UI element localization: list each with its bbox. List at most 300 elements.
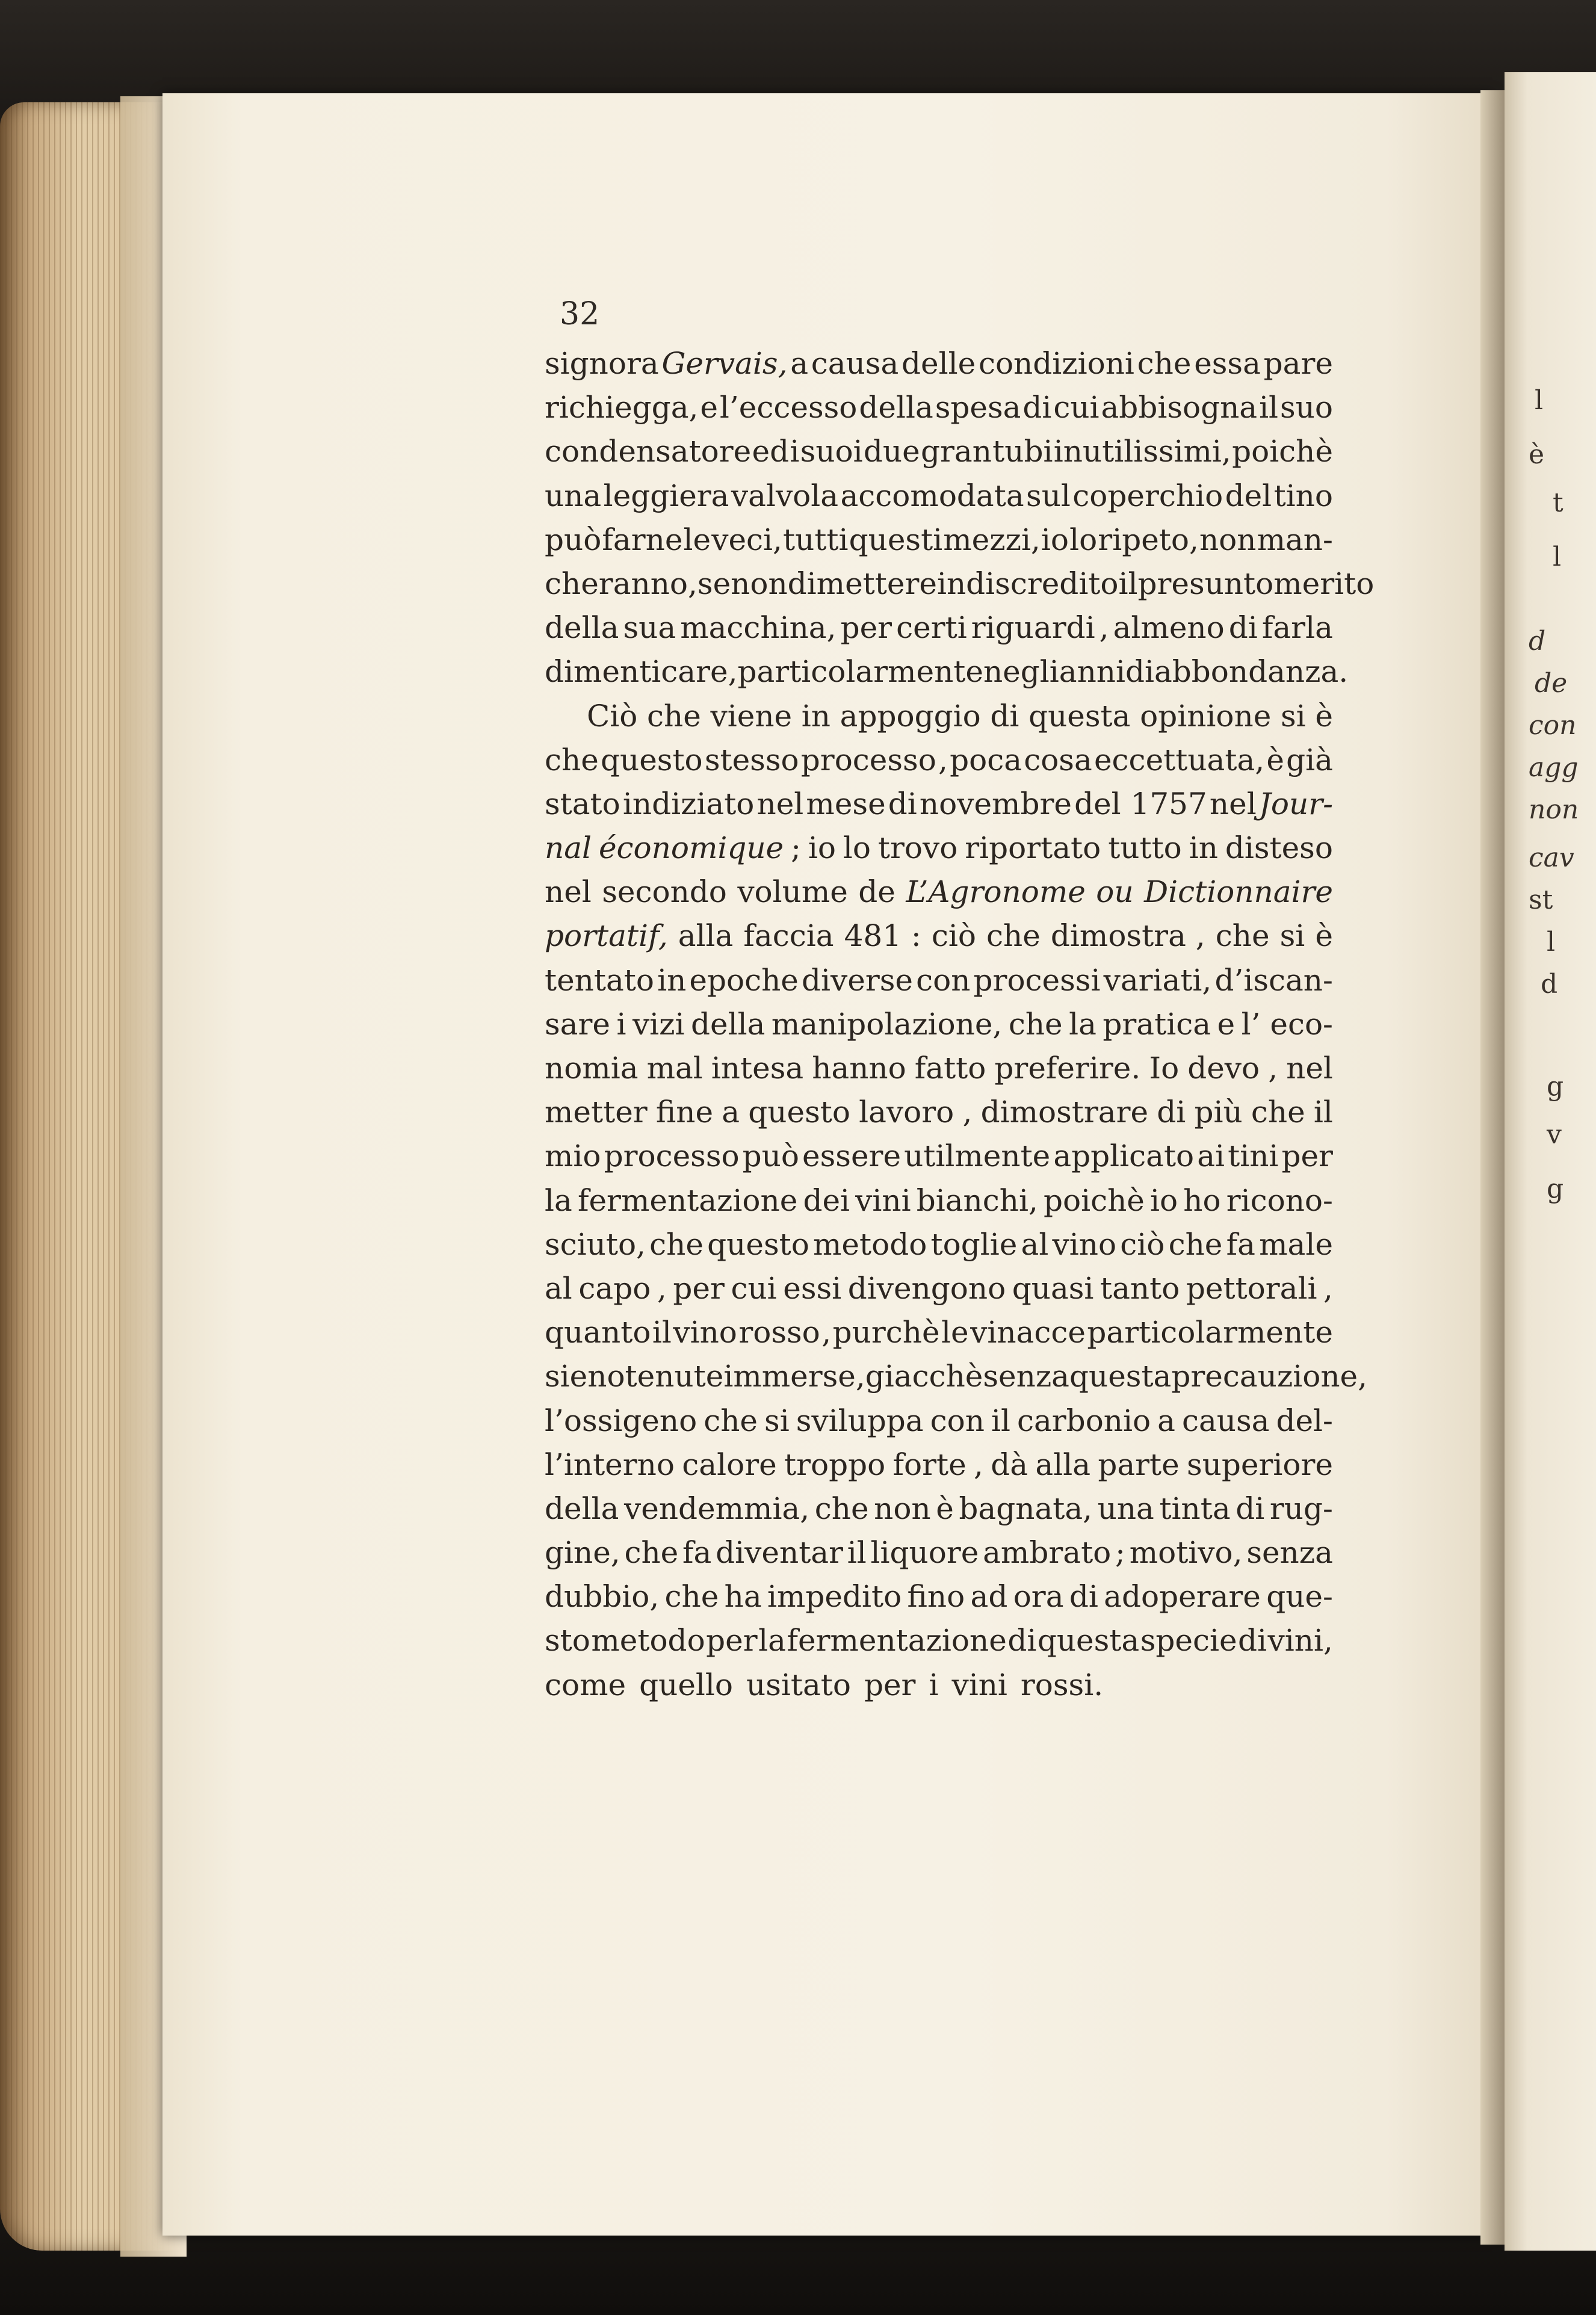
word: macchina, — [680, 610, 837, 646]
text-line — [545, 1443, 1333, 1487]
word: di — [1125, 654, 1154, 690]
word: mio — [545, 1139, 601, 1174]
word: fa — [682, 1535, 712, 1571]
word: di — [888, 786, 917, 821]
facing-page-fragment: non — [1529, 794, 1579, 825]
word: nel — [545, 874, 592, 910]
word: d’iscan- — [1214, 962, 1333, 998]
word: causa — [1181, 1403, 1270, 1438]
text-line — [545, 430, 1333, 474]
word: mettere — [816, 566, 937, 601]
word: spesa — [935, 390, 1021, 425]
word: bagnata, — [959, 1491, 1093, 1526]
word: motivo, — [1129, 1535, 1243, 1571]
facing-page-fragment: cav — [1529, 842, 1574, 873]
word: che — [704, 1403, 758, 1438]
word: farne — [602, 522, 683, 557]
facing-page-fragment: v — [1547, 1119, 1562, 1150]
word: è — [1315, 698, 1333, 734]
word: tenute — [625, 1359, 724, 1394]
word: abbisogna — [1101, 390, 1258, 425]
facing-page-fragment: l — [1547, 927, 1556, 957]
word: una — [1097, 1491, 1154, 1526]
word: tutto — [1108, 830, 1182, 866]
word: suo — [1280, 390, 1333, 425]
word: devo — [1187, 1051, 1260, 1086]
word: processo — [604, 1139, 740, 1174]
word: che — [1137, 346, 1192, 381]
word: processo — [800, 742, 936, 777]
word: calore — [682, 1447, 777, 1482]
word: ; — [1115, 1535, 1125, 1571]
word: delle — [902, 346, 976, 381]
word: parte — [1098, 1447, 1180, 1482]
word: que- — [1266, 1579, 1333, 1615]
word: suoi — [800, 434, 863, 469]
word: vizi — [632, 1006, 685, 1042]
word: stato — [545, 786, 620, 821]
word: in — [1189, 830, 1218, 866]
text-line — [545, 959, 1333, 1003]
word: è — [936, 1491, 954, 1526]
word: la — [545, 1182, 572, 1218]
word: , — [974, 1447, 983, 1482]
text-line — [545, 1487, 1333, 1531]
word: cui — [1053, 390, 1100, 425]
word: riguardi — [971, 610, 1095, 646]
word: usitato — [746, 1667, 851, 1702]
word: cheranno, — [545, 566, 697, 601]
word: la — [758, 1623, 786, 1658]
word: lo — [843, 830, 871, 866]
word: condensatore — [545, 434, 752, 469]
word: dei — [803, 1182, 850, 1218]
word: lavoro — [859, 1095, 954, 1130]
word: quasi — [1012, 1270, 1094, 1306]
word: questa — [1069, 1359, 1172, 1394]
facing-page-fragment: g — [1547, 1173, 1564, 1204]
word: condizioni — [978, 346, 1134, 381]
word: ricono- — [1226, 1182, 1333, 1218]
word: con — [930, 1403, 985, 1438]
word: dimostra , — [1050, 918, 1205, 954]
word: questo — [748, 1095, 850, 1130]
word: di — [1236, 1491, 1265, 1526]
word: il — [847, 1535, 867, 1571]
word: sua — [623, 610, 676, 646]
text-line — [545, 1090, 1333, 1134]
word: vendemmia, — [623, 1491, 810, 1526]
word: già — [1286, 742, 1333, 777]
word: Dictionnaire — [1144, 874, 1333, 910]
word: leggiera — [603, 478, 729, 513]
word: che — [624, 1535, 679, 1571]
word: si — [764, 1403, 790, 1438]
word: ripeto, — [1098, 522, 1199, 557]
word: causa — [811, 346, 899, 381]
word: troppo — [784, 1447, 886, 1482]
word: a — [790, 346, 809, 381]
word: ambrato — [983, 1535, 1112, 1571]
word: per — [1281, 1139, 1333, 1174]
word: , — [821, 1315, 832, 1350]
word: lo — [1069, 522, 1098, 557]
word: carbonio — [1016, 1403, 1151, 1438]
word: processi — [973, 962, 1101, 998]
word: poichè — [1232, 434, 1333, 469]
word: l’interno — [545, 1447, 675, 1482]
word: in — [936, 566, 967, 601]
text-line — [545, 606, 1333, 650]
word: particolarmente — [737, 654, 983, 690]
word: dimenticare, — [545, 654, 738, 690]
word: indiziato — [622, 786, 755, 821]
word: per — [864, 1667, 916, 1702]
word: tutti — [783, 522, 849, 557]
word: io — [1041, 522, 1069, 557]
word: una — [545, 478, 602, 513]
word: rosso — [738, 1315, 820, 1350]
word: la — [1069, 1006, 1096, 1042]
word: accomodata — [840, 478, 1024, 513]
text-line — [545, 1223, 1333, 1267]
word: che — [1008, 1006, 1063, 1042]
word: fine — [655, 1095, 714, 1130]
word: manipolazione, — [771, 1006, 1003, 1042]
word: , — [938, 742, 948, 777]
facing-page-fragment: d — [1541, 969, 1558, 1000]
word: può — [545, 522, 602, 557]
word: questa — [1037, 1623, 1140, 1658]
word: richiegga, — [545, 390, 699, 425]
word: liquore — [870, 1535, 979, 1571]
word: mese — [806, 786, 886, 821]
word: metodo — [591, 1623, 705, 1658]
word: in — [801, 698, 830, 734]
facing-page-fragment: d — [1529, 626, 1546, 657]
word: disteso — [1225, 830, 1333, 866]
word: della — [545, 1491, 619, 1526]
word: è — [1315, 918, 1333, 954]
word: tinta — [1159, 1491, 1231, 1526]
word: ed — [752, 434, 790, 469]
word: viene — [710, 698, 793, 734]
word: di — [1007, 1623, 1037, 1658]
word: di — [1238, 1623, 1267, 1658]
word: quello — [639, 1667, 733, 1702]
word: volume — [737, 874, 848, 910]
word: capo — [578, 1270, 651, 1306]
word: di — [1022, 390, 1052, 425]
word: alla — [678, 918, 734, 954]
text-line — [545, 738, 1333, 782]
word: senza — [1246, 1535, 1333, 1571]
word: le — [941, 1315, 969, 1350]
word: , — [962, 1095, 973, 1130]
facing-page-fragment: è — [1529, 439, 1545, 470]
word: coperchio — [1072, 478, 1223, 513]
word: presunto — [1137, 566, 1274, 601]
word: farla — [1261, 610, 1333, 646]
word: può — [742, 1139, 799, 1174]
word: sul — [1026, 478, 1071, 513]
word: ai — [1197, 1139, 1225, 1174]
word: fermentazione — [577, 1182, 798, 1218]
word: vini — [855, 1182, 911, 1218]
word: vino — [673, 1315, 737, 1350]
word: divengono — [847, 1270, 1006, 1306]
word: metter — [545, 1095, 648, 1130]
word: cosa — [1024, 742, 1092, 777]
word: tubi — [992, 434, 1053, 469]
text-line — [545, 650, 1349, 694]
word: variati, — [1103, 962, 1212, 998]
word: essi — [783, 1270, 842, 1306]
word: anni — [1059, 654, 1125, 690]
word: le — [683, 522, 711, 557]
text-line — [545, 1575, 1333, 1619]
word: fa — [1226, 1226, 1255, 1262]
word: tini — [1228, 1139, 1279, 1174]
word: essere — [802, 1139, 902, 1174]
word: impedito — [767, 1579, 902, 1615]
word: tentato — [545, 962, 654, 998]
word: hanno — [812, 1051, 906, 1086]
word: eccettuata, — [1093, 742, 1265, 777]
word: adoperare — [1104, 1579, 1261, 1615]
word: negli — [983, 654, 1059, 690]
word: è — [1266, 742, 1284, 777]
word: i — [616, 1006, 626, 1042]
text-line — [545, 474, 1333, 518]
word: immerse, — [723, 1359, 865, 1394]
word: merito — [1273, 566, 1375, 601]
word: nel — [1209, 786, 1257, 821]
word: della — [859, 390, 933, 425]
facing-page-fragment: agg — [1529, 752, 1579, 783]
word: valvola — [731, 478, 839, 513]
word: sviluppa — [796, 1403, 924, 1438]
word: vini, — [1267, 1623, 1333, 1658]
word: questi — [849, 522, 943, 557]
word: secondo — [602, 874, 727, 910]
word: io — [1150, 1182, 1178, 1218]
word: il — [991, 1403, 1010, 1438]
word: alla — [1035, 1447, 1091, 1482]
word: ha — [724, 1579, 762, 1615]
text-line — [545, 1311, 1333, 1355]
word: al — [545, 1270, 572, 1306]
word: del 1757 — [1074, 786, 1207, 821]
word: Ciò — [587, 698, 638, 734]
word: di — [1157, 1095, 1186, 1130]
word: di — [990, 698, 1019, 734]
word: al — [1021, 1226, 1049, 1262]
word: fatto — [914, 1051, 986, 1086]
word: l’eccesso — [719, 390, 858, 425]
word: novembre — [919, 786, 1072, 821]
word: fino — [907, 1579, 965, 1615]
word: senza — [983, 1359, 1069, 1394]
text-line — [545, 1179, 1333, 1223]
word: poichè — [1044, 1182, 1145, 1218]
word: che — [1215, 918, 1270, 954]
word: precauzione, — [1171, 1359, 1368, 1394]
word: pare — [1263, 346, 1333, 381]
word: man- — [1257, 522, 1333, 557]
word: diverse — [802, 962, 914, 998]
word: questo — [600, 742, 703, 777]
word: nel — [756, 786, 804, 821]
word: e — [700, 390, 718, 425]
word: due — [863, 434, 920, 469]
word: essa — [1194, 346, 1261, 381]
word: Io — [1149, 1051, 1180, 1086]
word: del — [1225, 478, 1272, 513]
word: questo — [707, 1226, 809, 1262]
word: pratica — [1103, 1006, 1211, 1042]
word: ora — [1013, 1579, 1064, 1615]
word: ciò — [931, 918, 976, 954]
word: con — [916, 962, 971, 998]
word: trovo — [877, 830, 958, 866]
facing-page — [1505, 72, 1596, 2251]
word: forte — [892, 1447, 967, 1482]
word: ho — [1183, 1182, 1221, 1218]
word: abbondanza. — [1154, 654, 1349, 690]
word: si — [1280, 698, 1306, 734]
text-line — [545, 826, 1333, 870]
word: il — [1118, 566, 1138, 601]
page-number: 32 — [560, 296, 600, 332]
facing-page-fragment: st — [1529, 885, 1553, 915]
word: Jour- — [1258, 786, 1333, 821]
word: intesa — [711, 1051, 804, 1086]
word: veci, — [711, 522, 782, 557]
facing-page-fragment: g — [1547, 1071, 1564, 1102]
word: utilmente — [904, 1139, 1051, 1174]
word: quanto — [545, 1315, 651, 1350]
text-line — [545, 914, 1333, 958]
text-line — [545, 562, 1375, 606]
word: della — [691, 1006, 766, 1042]
word: di — [1228, 610, 1258, 646]
word: epoche — [689, 962, 799, 998]
word: a — [1157, 1403, 1175, 1438]
word: l’ eco- — [1241, 1006, 1333, 1042]
word: certi — [896, 610, 967, 646]
word: tino — [1273, 478, 1333, 513]
text-line — [545, 518, 1333, 562]
word: cui — [731, 1270, 777, 1306]
text-line — [545, 694, 1333, 738]
word: rug- — [1269, 1491, 1333, 1526]
word: superiore — [1187, 1447, 1333, 1482]
word: vini — [951, 1667, 1007, 1702]
word: a — [722, 1095, 740, 1130]
word: mezzi, — [943, 522, 1041, 557]
word: e — [1217, 1006, 1236, 1042]
word: per — [673, 1270, 725, 1306]
word: che — [1251, 1095, 1305, 1130]
text-line — [545, 1046, 1333, 1090]
word: ad — [970, 1579, 1008, 1615]
word: nomia — [545, 1051, 639, 1086]
word: sieno — [545, 1359, 625, 1394]
word: dubbio, — [545, 1579, 660, 1615]
word: L’Agronome — [906, 874, 1086, 910]
word: portatif, — [545, 918, 668, 954]
word: sto — [545, 1623, 590, 1658]
text-line — [545, 1399, 1333, 1443]
word: rossi. — [1020, 1667, 1104, 1702]
word: de — [858, 874, 895, 910]
word: stesso — [704, 742, 799, 777]
text-line — [545, 342, 1333, 386]
word: se — [697, 566, 731, 601]
text-line — [545, 1267, 1333, 1311]
word: per — [706, 1623, 758, 1658]
word: io — [808, 830, 836, 866]
word: mal — [646, 1051, 703, 1086]
word: che — [664, 1579, 719, 1615]
text-line — [545, 1355, 1368, 1399]
facing-page-fragment: con — [1529, 710, 1577, 741]
word: nel — [1286, 1051, 1333, 1086]
facing-page-fragment: l — [1535, 385, 1544, 416]
word: bianchi, — [916, 1182, 1038, 1218]
word: vino — [1052, 1226, 1117, 1262]
word: della — [545, 610, 619, 646]
word: sare — [545, 1006, 610, 1042]
word: inutilissimi, — [1053, 434, 1231, 469]
word: faccia — [743, 918, 834, 954]
word: Gervais, — [661, 346, 788, 381]
word: tanto — [1100, 1270, 1180, 1306]
word: gran — [920, 434, 992, 469]
word: che — [649, 1226, 704, 1262]
word: opinione — [1140, 698, 1272, 734]
text-line — [545, 1134, 1333, 1178]
facing-page-fragment: t — [1553, 487, 1564, 518]
word: giacchè — [865, 1359, 983, 1394]
word: i — [790, 434, 800, 469]
word: pettorali — [1186, 1270, 1317, 1306]
word: particolarmente — [1087, 1315, 1333, 1350]
word: in — [657, 962, 687, 998]
word: nal — [545, 830, 592, 866]
word: non — [874, 1491, 931, 1526]
text-line — [545, 1003, 1333, 1046]
word: di — [1069, 1579, 1098, 1615]
word: preferire. — [994, 1051, 1141, 1086]
word: il — [1259, 390, 1279, 425]
word: économique — [598, 830, 784, 866]
word: specie — [1140, 1623, 1237, 1658]
word: che — [986, 918, 1041, 954]
word: , — [1099, 610, 1109, 646]
word: appoggio — [840, 698, 981, 734]
text-line — [545, 1663, 1333, 1707]
word: male — [1259, 1226, 1333, 1262]
word: che — [647, 698, 701, 734]
word: ciò — [1120, 1226, 1165, 1262]
word: che — [545, 742, 599, 777]
word: diventar — [716, 1535, 843, 1571]
text-line — [545, 386, 1333, 430]
word: che — [814, 1491, 869, 1526]
word: non — [731, 566, 788, 601]
